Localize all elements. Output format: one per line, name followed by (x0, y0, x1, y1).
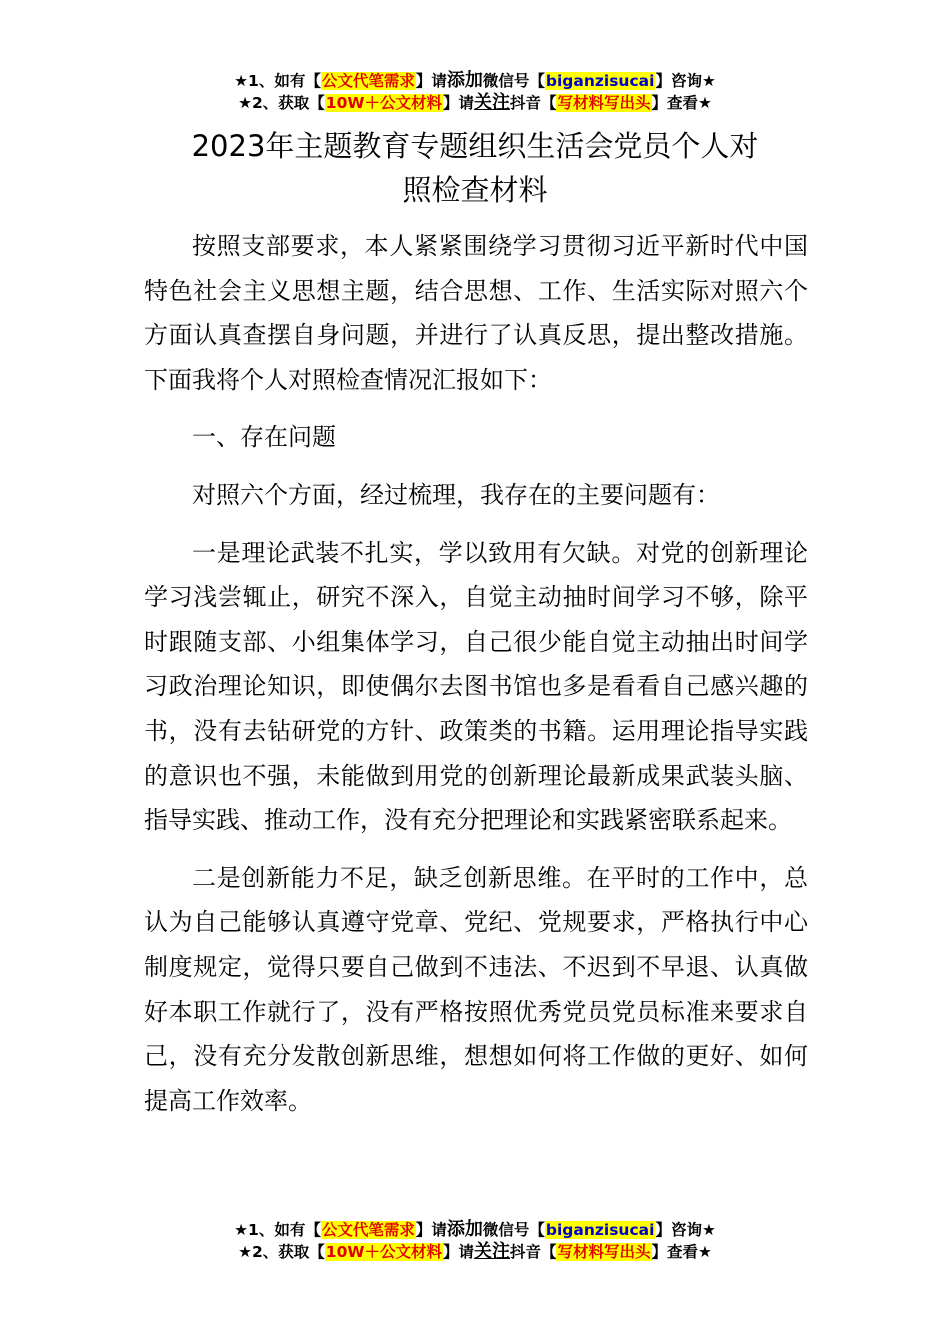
banner-line-2-highlight-materials: 10W＋公文材料 (325, 94, 442, 112)
banner-line-1-highlight-service: 公文代笔需求 (321, 72, 415, 90)
footer-line-2-emphasis: 关注 (473, 1241, 510, 1262)
banner-line-2-prefix: ★2、获取【 (238, 94, 325, 112)
banner-line-1-emphasis: 添加 (446, 70, 483, 91)
footer-line-1-mid1: 】请 (415, 1221, 447, 1239)
banner-line-2-mid2: 抖音【 (509, 94, 557, 112)
paragraph-problem-1: 一是理论武装不扎实，学以致用有欠缺。对党的创新理论学习浅尝辄止，研究不深入，自觉主动抽时间学习不够，除平时跟随支部、小组集体学习，自己很少能自觉主动抽出时间学习政治理论知识，即使偶尔去图书馆也多是看看自己感兴趣的书，没有去钻研党的方针、政策类的书籍。运用理论指导实践的意识也不强，未能做到用党的创新理论最新成果武装头脑、指导实践、推动工作，没有充分把理论和实践紧密联系起来。 (144, 538, 808, 835)
section-heading-problems: 一、存在问题 (192, 423, 336, 452)
footer-line-2-mid2: 抖音【 (509, 1243, 557, 1261)
footer-line-1-mid2: 微信号【 (482, 1221, 545, 1239)
footer-line-2-mid1: 】请 (442, 1243, 474, 1261)
footer-banner-line-2 (0, 1241, 950, 1263)
document-title-line-1: 2023年主题教育专题组织生活会党员个人对 (191, 129, 759, 163)
paragraph-problems-lead: 对照六个方面，经过梳理，我存在的主要问题有： (192, 480, 720, 509)
banner-line-1-prefix: ★1、如有【 (234, 72, 321, 90)
footer-line-2-highlight-materials: 10W＋公文材料 (325, 1243, 442, 1261)
footer-line-1-highlight-wechat: biganzisucai (545, 1221, 655, 1239)
footer-line-2-suffix: 】查看★ (651, 1243, 712, 1261)
footer-banner-line-1 (0, 1219, 950, 1241)
document-title-line-2: 照检查材料 (402, 173, 548, 207)
header-banner (0, 70, 950, 114)
footer-line-1-highlight-service: 公文代笔需求 (321, 1221, 415, 1239)
banner-line-1 (0, 70, 950, 92)
document-body (144, 224, 808, 1136)
banner-line-1-mid2: 微信号【 (482, 72, 545, 90)
footer-line-1-emphasis: 添加 (446, 1219, 483, 1240)
banner-line-1-suffix: 】咨询★ (655, 72, 716, 90)
document-title (140, 124, 810, 212)
banner-line-2-highlight-douyin: 写材料写出头 (557, 94, 651, 112)
banner-line-1-mid1: 】请 (415, 72, 447, 90)
banner-line-2 (0, 92, 950, 114)
banner-line-2-mid1: 】请 (442, 94, 474, 112)
banner-line-2-suffix: 】查看★ (651, 94, 712, 112)
footer-line-1-prefix: ★1、如有【 (234, 1221, 321, 1239)
paragraph-problem-2: 二是创新能力不足，缺乏创新思维。在平时的工作中，总认为自己能够认真遵守党章、党纪、党规要求，严格执行中心制度规定，觉得只要自己做到不违法、不迟到不早退、认真做好本职工作就行了，没有严格按照优秀党员党员标准来要求自己，没有充分发散创新思维，想想如何将工作做的更好、如何提高工作效率。 (144, 863, 808, 1115)
footer-line-2-highlight-douyin: 写材料写出头 (557, 1243, 651, 1261)
paragraph-intro: 按照支部要求，本人紧紧围绕学习贯彻习近平新时代中国特色社会主义思想主题，结合思想、工作、生活实际对照六个方面认真查摆自身问题，并进行了认真反思，提出整改措施。下面我将个人对照检查情况汇报如下： (144, 232, 808, 394)
footer-line-1-suffix: 】咨询★ (655, 1221, 716, 1239)
banner-line-1-highlight-wechat: biganzisucai (545, 72, 655, 90)
footer-banner (0, 1219, 950, 1263)
footer-line-2-prefix: ★2、获取【 (238, 1243, 325, 1261)
banner-line-2-emphasis: 关注 (473, 92, 510, 113)
